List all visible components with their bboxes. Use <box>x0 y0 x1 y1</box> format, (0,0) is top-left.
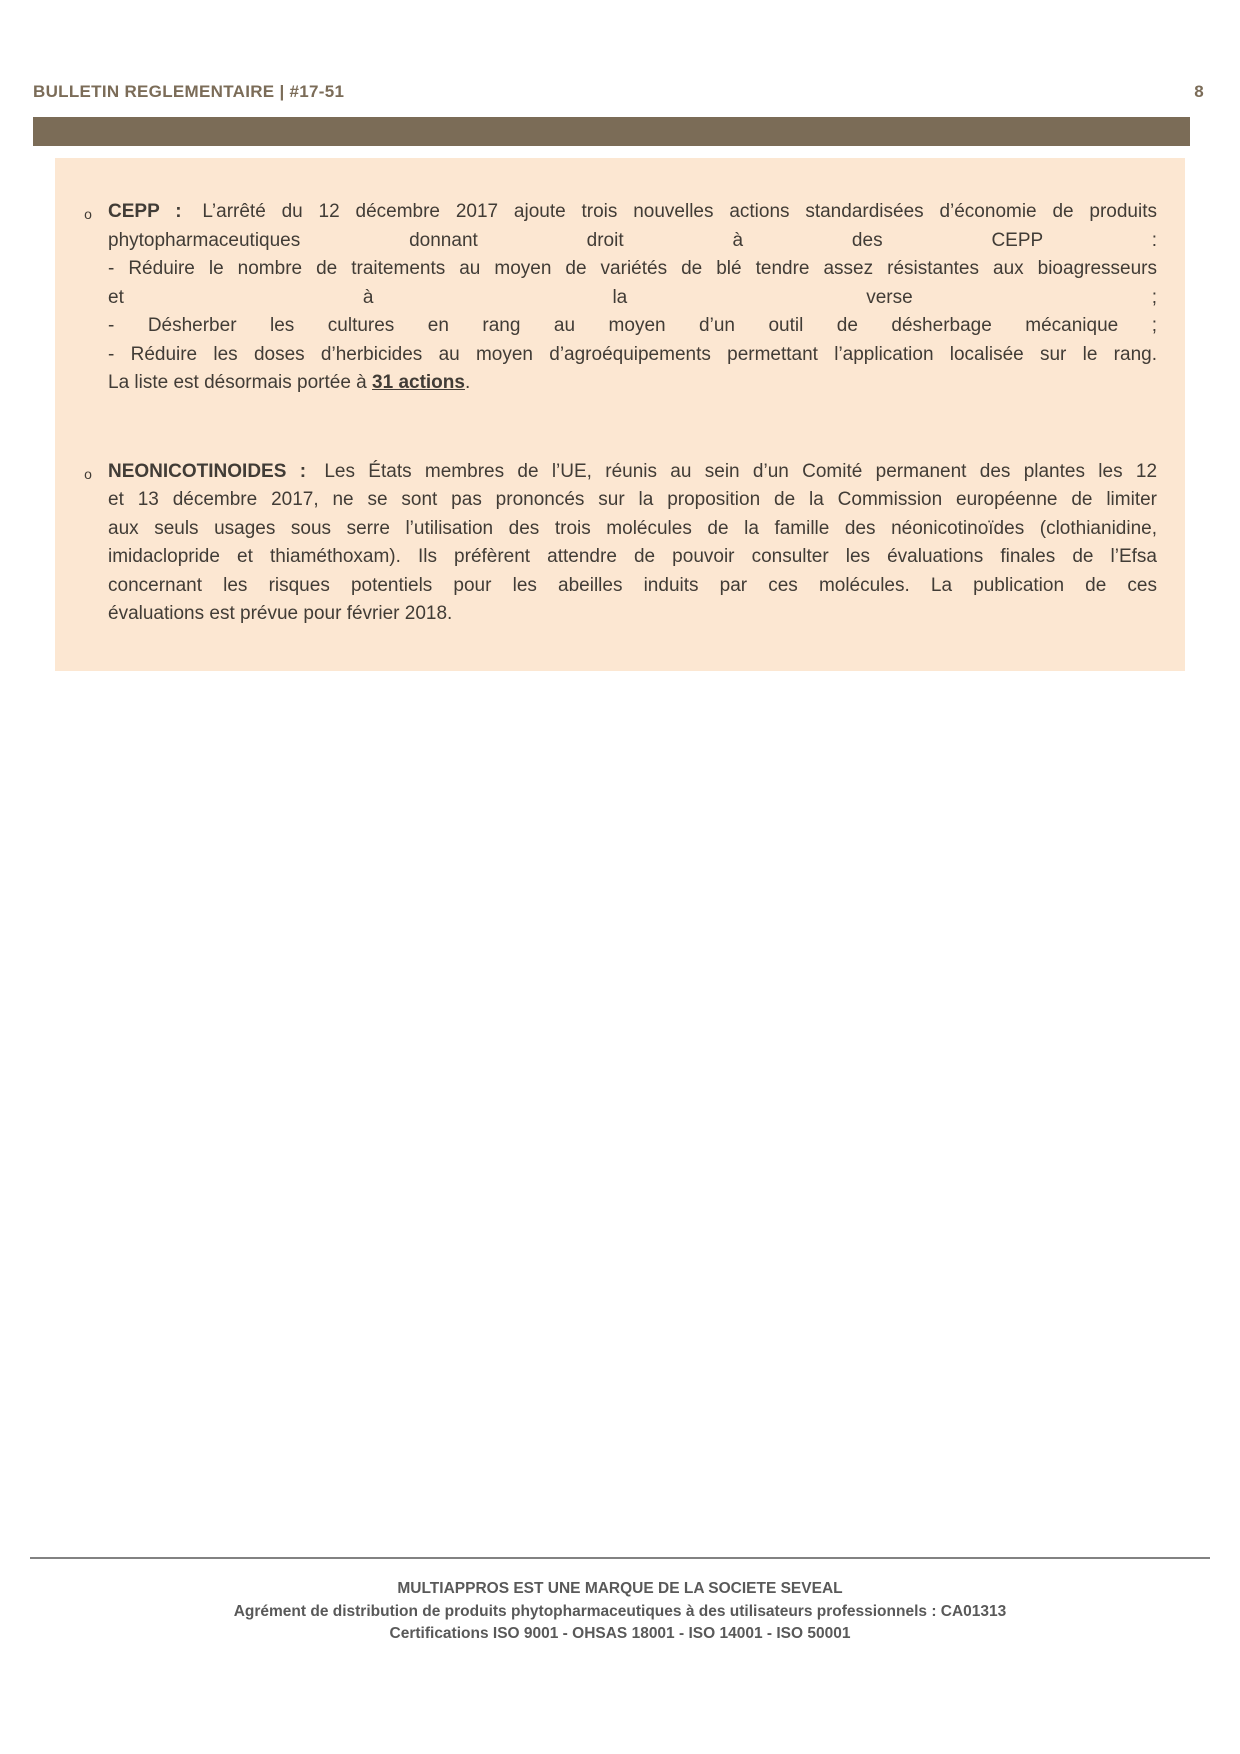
cepp-line-7-prefix: La liste est désormais portée à <box>108 372 373 393</box>
neonicotinoides-line-3: aux seuls usages sous serre l’utilisation des trois molécules de la famille des néonicotinoïdes (clothianidine, <box>108 517 1157 539</box>
bullet-marker: o <box>84 465 92 482</box>
cepp-line-2: phytopharmaceutiques donnant droit à des CEPP : <box>108 229 1157 251</box>
footer-divider <box>30 1557 1210 1559</box>
header-bar <box>33 117 1190 146</box>
cepp-line-4: et à la verse ; <box>108 286 1157 308</box>
neonicotinoides-line-6: évaluations est prévue pour février 2018. <box>108 603 453 624</box>
cepp-actions-count: 31 actions <box>372 372 465 393</box>
bullet-item-neonicotinoides <box>68 458 1157 629</box>
neonicotinoides-line-4: imidaclopride et thiaméthoxam). Ils préfèrent attendre de pouvoir consulter les évaluations finales de l’Efsa <box>108 546 1157 567</box>
cepp-line-5: - Désherber les cultures en rang au moyen d’un outil de désherbage mécanique ; <box>108 315 1157 336</box>
bullet-item-neonicotinoides-text <box>108 458 1157 629</box>
neonicotinoides-line-1-text: Les États membres de l’UE, réunis au sein d’un Comité permanent des plantes les 12 <box>324 460 1158 482</box>
bullet-item-cepp <box>68 198 1157 398</box>
cepp-line-6: - Réduire les doses d’herbicides au moyen d’agroéquipements permettant l’application localisée sur le rang. <box>108 343 1157 365</box>
page-header <box>33 82 1204 102</box>
cepp-label: CEPP : <box>108 201 182 222</box>
neonicotinoides-label: NEONICOTINOIDES : <box>108 460 307 482</box>
header-title: BULLETIN REGLEMENTAIRE | #17-51 <box>33 82 345 101</box>
cepp-line-1 <box>108 198 1157 227</box>
page-number: 8 <box>1194 82 1204 101</box>
footer-brand-line: MULTIAPPROS EST UNE MARQUE DE LA SOCIETE SEVEAL <box>397 1580 843 1597</box>
footer-certifications-line: Certifications ISO 9001 - OHSAS 18001 - ISO 14001 - ISO 50001 <box>389 1625 851 1642</box>
neonicotinoides-line-5: concernant les risques potentiels pour les abeilles induits par ces molécules. La publication de ces <box>108 574 1157 596</box>
page-footer <box>0 1578 1240 1646</box>
cepp-line-3: - Réduire le nombre de traitements au moyen de variétés de blé tendre assez résistantes aux bioagresseurs <box>108 258 1157 279</box>
neonicotinoides-line-1 <box>108 458 1157 487</box>
content-box <box>55 158 1185 671</box>
cepp-line-7 <box>108 369 1157 398</box>
bullet-item-cepp-text <box>108 198 1157 398</box>
neonicotinoides-line-2: et 13 décembre 2017, ne se sont pas prononcés sur la proposition de la Commission européenne de limiter <box>108 489 1157 510</box>
cepp-line-7-suffix: . <box>464 372 471 393</box>
bullet-marker: o <box>84 206 92 222</box>
cepp-line-1-text: L’arrêté du 12 décembre 2017 ajoute trois nouvelles actions standardisées d’économie de produits <box>202 201 1158 222</box>
footer-agrement-line: Agrément de distribution de produits phytopharmaceutiques à des utilisateurs professionnels : CA01313 <box>233 1602 1007 1620</box>
